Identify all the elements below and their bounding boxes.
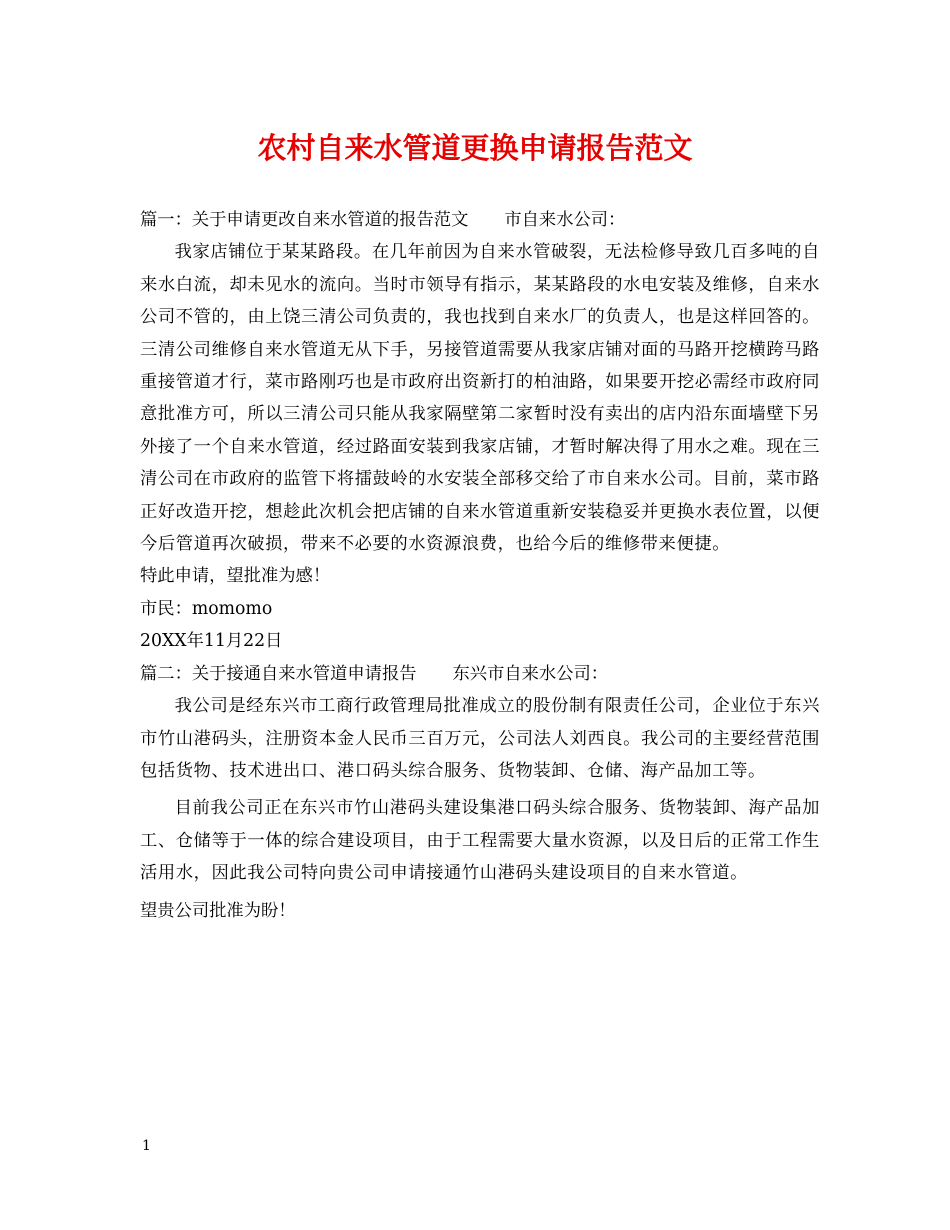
section-2-heading-line [140, 658, 820, 690]
section-1-heading: 篇一：关于申请更改自来水管道的报告范文 [140, 210, 469, 230]
section-1-addressee: 市自来水公司： [504, 210, 626, 230]
section-2-heading: 篇二：关于接通自来水管道申请报告 [140, 663, 417, 684]
document-title: 农村自来水管道更换申请报告范文 [257, 131, 693, 165]
document-body [140, 204, 820, 927]
section-2-paragraph-1: 我公司是经东兴市工商行政管理局批准成立的股份制有限责任公司，企业位于东兴市竹山港码头，注册资本金人民币三百万元，公司法人刘西良。我公司的主要经营范围包括货物、技术进出口、港口码头综合服务、货物装卸、仓储、海产品加工等。 [140, 696, 820, 781]
section-2-addressee: 东兴市自来水公司： [452, 663, 609, 684]
section-2-closing: 望贵公司批准为盼！ [140, 900, 296, 921]
section-1-request: 特此申请，望批准为感！ [140, 566, 331, 587]
section-1-signature: 市民：momomo [140, 598, 273, 619]
page-number: 1 [142, 1138, 151, 1154]
section-1-paragraph: 我家店铺位于某某路段。在几年前因为自来水管破裂，无法检修导致几百多吨的自来水白流，却未见水的流向。当时市领导有指示，某某路段的水电安装及维修，自来水公司不管的，由上饶三清公司负责的，我也找到自来水厂的负责人，也是这样回答的。三清公司维修自来水管道无从下手，另接管道需要从我家店铺对面的马路开挖横跨马路重接管道才行，菜市路刚巧也是市政府出资新打的柏油路，如果要开挖必需经市政府同意批准方可，所以三清公司只能从我家隔壁第二家暂时没有卖出的店内沿东面墙壁下另外接了一个自来水管道，经过路面安装到我家店铺，才暂时解决得了用水之难。现在三清公司在市政府的监管下将擂鼓岭的水安装全部移交给了市自来水公司。目前，菜市路正好改造开挖，想趁此次机会把店铺的自来水管道重新安装稳妥并更换水表位置，以便今后管道再次破损，带来不必要的水资源浪费，也给今后的维修带来便捷。 [140, 242, 820, 555]
section-2-paragraph-2: 目前我公司正在东兴市竹山港码头建设集港口码头综合服务、货物装卸、海产品加工、仓储等于一体的综合建设项目，由于工程需要大量水资源，以及日后的正常工作生活用水，因此我公司特向贵公司申请接通竹山港码头建设项目的自来水管道。 [140, 798, 820, 884]
section-1-heading-line [140, 204, 820, 236]
section-1-date: 20XX年11月22日 [140, 631, 283, 652]
